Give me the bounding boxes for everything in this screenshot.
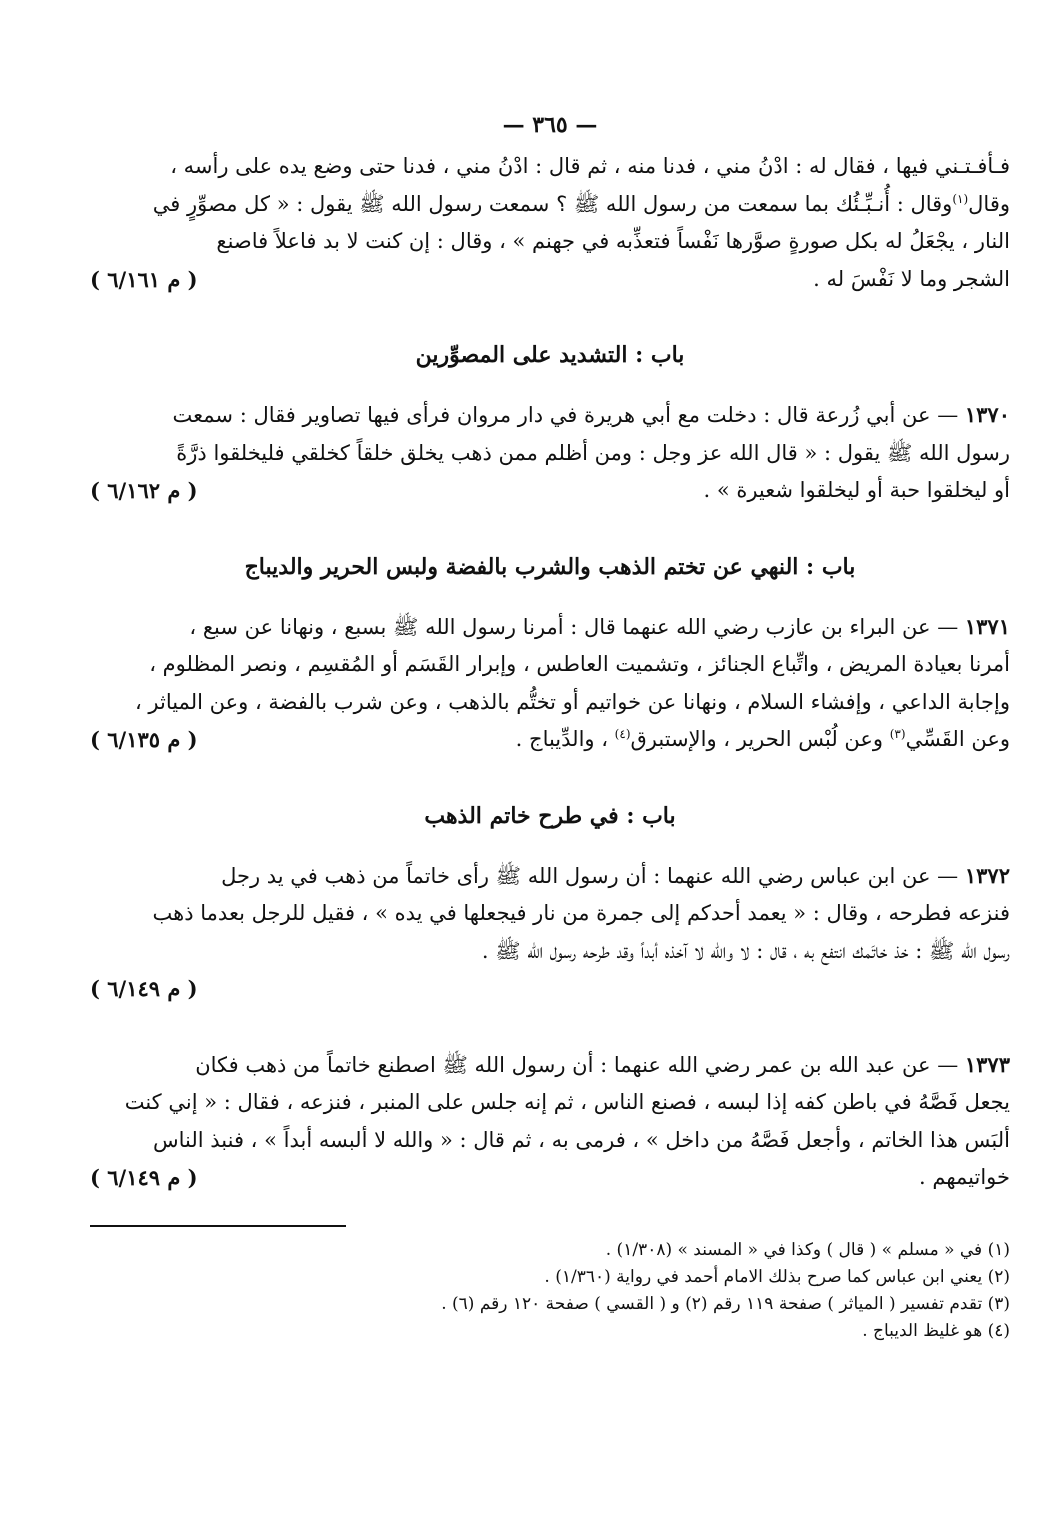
line-text: ألبَس هذا الخاتم ، وأجعل فَصَّهُ من داخل » ، فرمى به ، ثم قال : « والله لا ألبسه أبداً » ، فنبذ الناس <box>152 1127 1010 1152</box>
section-heading: باب : في طرح خاتم الذهب <box>424 802 676 829</box>
hadith-number: ١٣٧١ <box>964 613 1010 639</box>
footnote: (١) في « مسلم » ( قال ) وكذا في « المسند » (١/٣٠٨) . <box>605 1239 1010 1260</box>
line-text: — عن عبد الله بن عمر رضي الله عنهما : أن رسول الله ﷺ اصطنع خاتماً من ذهب فكان <box>195 1052 965 1077</box>
source-reference: ( م ٦/١٤٩ ) <box>90 1165 198 1190</box>
text-line <box>90 933 1010 971</box>
text-line <box>90 646 1010 684</box>
line-text: وقال : أُنـبِّـئُك بما سمعت من رسول الله ﷺ ؟ سمعت رسول الله ﷺ يقول : « كل مصوِّرٍ في <box>152 191 953 216</box>
source-reference: ( م ٦/١٦١ ) <box>90 266 198 292</box>
line-text: النار ، يجْعَلُ له بكل صورةٍ صوَّرها نَفْساً فتعذِّبه في جهنم » ، وقال : إن كنت لا بد فاعلاً فاصنع <box>216 229 1010 253</box>
line-text: خواتيمهم . <box>919 1165 1010 1189</box>
footnote: (٤) هو غليظ الديباج . <box>862 1320 1010 1341</box>
text-line <box>90 684 1010 722</box>
text-line <box>90 261 1010 299</box>
footnotes <box>90 1237 1010 1345</box>
text-line <box>90 608 1010 647</box>
text-line <box>90 857 1010 896</box>
hadith-1370 <box>90 396 1010 510</box>
footnote-marker: (٣) <box>889 727 906 741</box>
line-text: وعن لُبْس الحرير ، والإستبرق <box>630 727 890 751</box>
text-line <box>90 721 1010 759</box>
text-line <box>90 1122 1010 1160</box>
line-text: — عن أبي زُرعة قال : دخلت مع أبي هريرة في دار مروان فرأى فيها تصاوير فقال : سمعت <box>172 403 965 427</box>
text-line <box>90 1084 1010 1122</box>
hadith-continuation <box>90 148 1010 298</box>
line-text: يجعل فَصَّهُ في باطن كفه إذا لبسه ، فصنع الناس ، ثم إنه جلس على المنبر ، فنزعه ، فقال : « إني كنت <box>124 1090 1010 1114</box>
line-text: وإجابة الداعي ، وإفشاء السلام ، ونهانا عن خواتيم أو تختُّم بالذهب ، وعن شرب بالفضة ، وعن المياثر ، <box>134 689 1010 714</box>
line-text: ، والدِّيباج . <box>515 727 615 751</box>
page <box>90 112 1010 1345</box>
section-heading: باب : النهي عن تختم الذهب والشرب بالفضة ولبس الحرير والديباج <box>244 553 856 580</box>
line-text: — عن ابن عباس رضي الله عنهما : أن رسول الله ﷺ رأى خاتماً من ذهب في يد رجل <box>221 863 965 888</box>
hadith-1373 <box>90 1046 1010 1197</box>
text-line <box>90 396 1010 435</box>
line-text: الشجر وما لا نَفْسَ له . <box>813 266 1010 291</box>
line-text: رسول الله ﷺ يقول : « قال الله عز وجل : ومن أظلم ممن ذهب يخلق خلقاً كخلقي فليخلقوا ذرَّةً <box>176 440 1010 465</box>
hadith-1371 <box>90 608 1010 759</box>
footnote: (٢) يعني ابن عباس كما صرح بذلك الامام أحمد في رواية (١/٣٦٠) . <box>544 1266 1010 1287</box>
source-reference: ( م ٦/١٣٥ ) <box>90 727 198 752</box>
hadith-number: ١٣٧٣ <box>964 1051 1010 1077</box>
footnote-divider <box>90 1225 346 1227</box>
line-text: أمرنا بعيادة المريض ، واتِّباع الجنائز ، وتشميت العاطس ، وإبرار القَسَم أو المُقسِم ، ونصر المظلوم ، <box>149 652 1010 676</box>
source-reference: ( م ٦/١٦٢ ) <box>90 478 198 503</box>
footnote: (٣) تقدم تفسير ( المياثر ) صفحة ١١٩ رقم (٢) و ( القسي ) صفحة ١٢٠ رقم (٦) . <box>441 1293 1010 1314</box>
text-line <box>90 472 1010 510</box>
line-text: فنزعه فطرحه ، وقال : « يعمد أحدكم إلى جمرة من نار فيجعلها في يده » ، فقيل للرجل بعدما ذهب <box>152 901 1010 925</box>
text-line <box>90 970 1010 1008</box>
line-text: فـأفـتـني فيها ، فقال له : ادْنُ مني ، فدنا منه ، ثم قال : ادْنُ مني ، فدنا حتى وضع يده على رأسه ، <box>170 154 1010 178</box>
text-line: وقال$^{(١)}$وقال : أُنـبِّـئُك بما سمعت من رسول الله ﷺ ؟ سمعت رسول الله ﷺ يقول : « كل مصوِّرٍ في <box>152 191 1010 216</box>
line-text: وعن القَسِّي <box>905 727 1010 751</box>
source-reference: ( م ٦/١٤٩ ) <box>90 976 198 1001</box>
text-line <box>90 1159 1010 1197</box>
footnote-marker: (١) <box>952 191 969 206</box>
section-heading: باب : التشديد على المصوِّرين <box>415 342 685 368</box>
line-text: أو ليخلقوا حبة أو ليخلقوا شعيرة » . <box>703 478 1010 502</box>
page-number: — ٣٦٥ — <box>502 112 598 138</box>
text-line <box>90 223 1010 261</box>
hadith-number: ١٣٧٠ <box>964 402 1010 427</box>
footnote-marker: (٤) <box>614 727 631 741</box>
text-line <box>90 435 1010 473</box>
line-text: رسول الله ﷺ : خذ خاتَمك انتفع به ، قال : لا والله لا آخذه أبداً وقد طرحه رسول الله ﷺ . <box>481 938 1010 963</box>
text-line <box>90 895 1010 933</box>
text-line <box>90 1046 1010 1085</box>
hadith-1372 <box>90 857 1010 1008</box>
hadith-number: ١٣٧٢ <box>964 862 1010 888</box>
line-text: — عن البراء بن عازب رضي الله عنهما قال : أمرنا رسول الله ﷺ بسبع ، ونهانا عن سبع ، <box>189 614 965 639</box>
text-line <box>90 148 1010 186</box>
